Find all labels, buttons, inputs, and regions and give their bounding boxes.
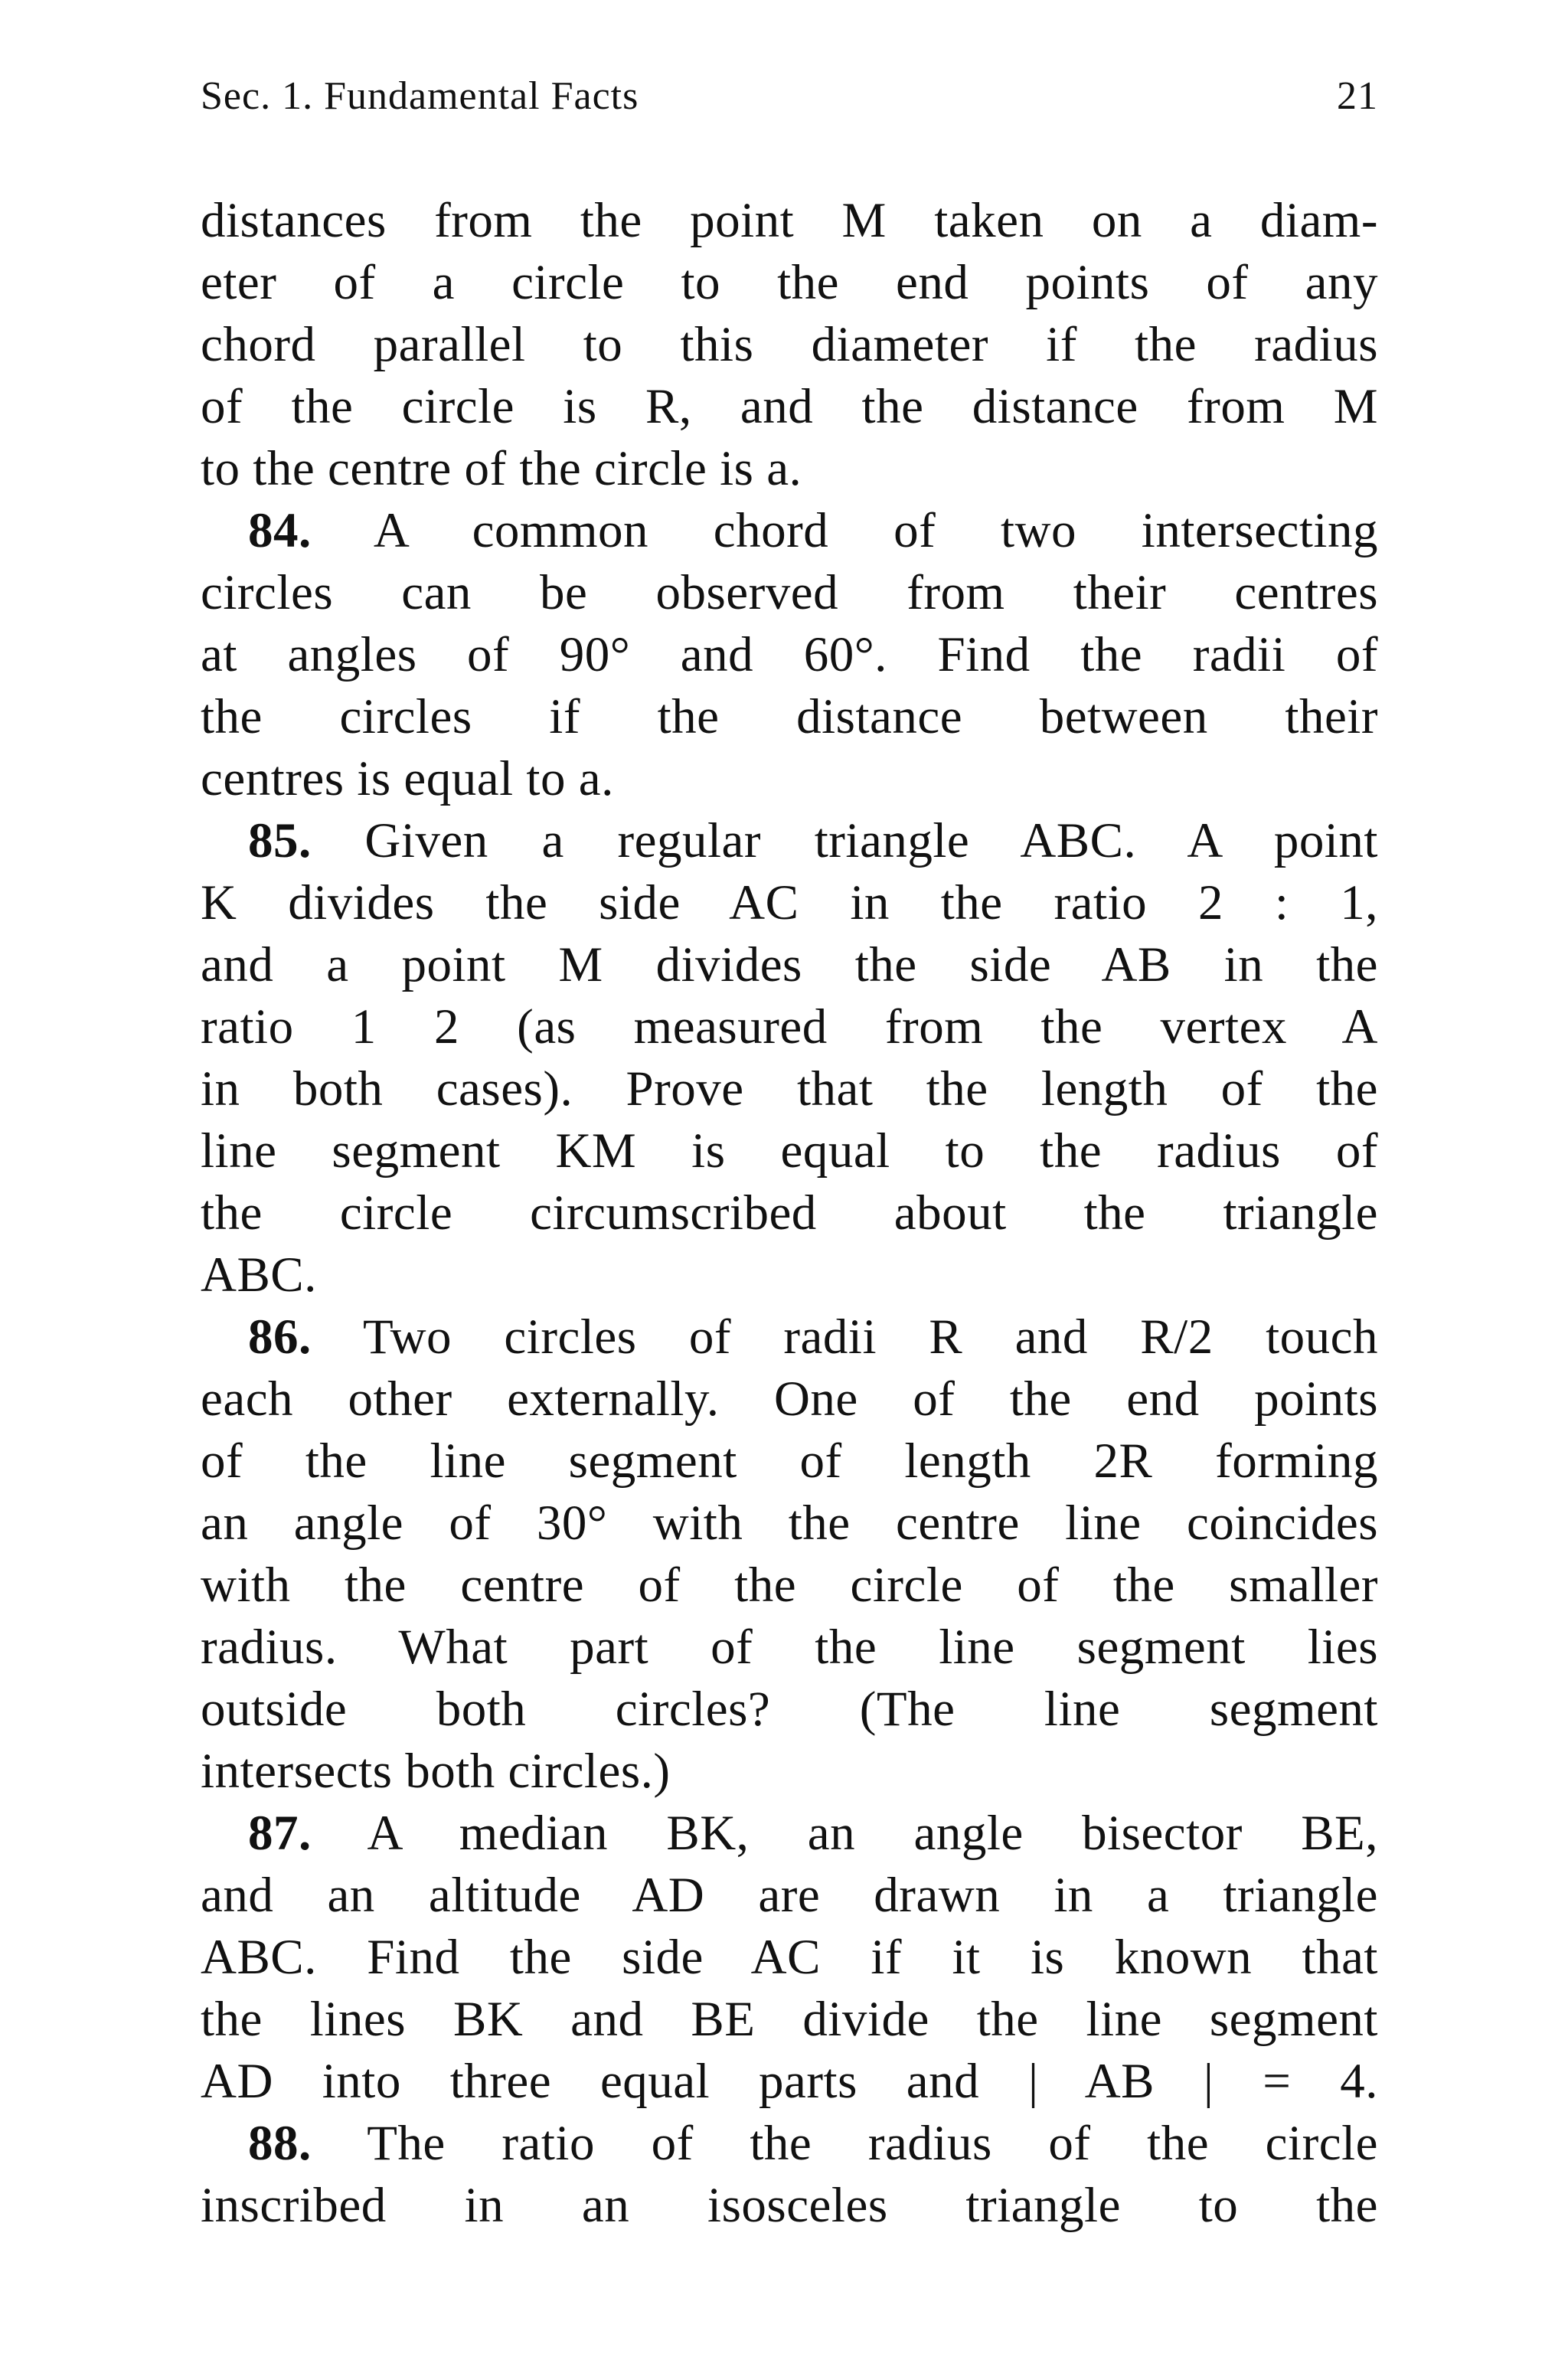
problem-84-first-line [201, 500, 1378, 562]
problem-85-first-line [201, 810, 1378, 872]
text-line: eter of a circle to the end points of any [201, 255, 1378, 310]
text-fragment: Two circles of radii R and R/2 touch [311, 1309, 1378, 1365]
text-line: inscribed in an isosceles triangle to the [201, 2178, 1378, 2233]
text-line: the circles if the distance between their [201, 689, 1378, 744]
text-line: AD into three equal parts and | AB | = 4. [201, 2054, 1378, 2109]
text-fragment: A median BK, an angle bisector BE, [311, 1806, 1378, 1861]
text-line: intersects both circles.) [201, 1744, 671, 1799]
text-line: with the centre of the circle of the smaller [201, 1558, 1378, 1613]
text-line: outside both circles? (The line segment [201, 1682, 1378, 1737]
text-line: and an altitude AD are drawn in a triangle [201, 1868, 1378, 1923]
text-line: to the centre of the circle is a. [201, 441, 802, 496]
text-line: circles can be observed from their centres [201, 565, 1378, 620]
text-line: an angle of 30° with the centre line coincides [201, 1496, 1378, 1551]
text-line: ABC. [201, 1247, 317, 1303]
text-line: distances from the point M taken on a diam- [201, 193, 1378, 248]
text-line: line segment KM is equal to the radius of [201, 1123, 1378, 1179]
problem-87-first-line [201, 1803, 1378, 1865]
page-number: 21 [1337, 74, 1378, 118]
text-line: chord parallel to this diameter if the radius [201, 317, 1378, 372]
problem-88-first-line [201, 2113, 1378, 2175]
text-fragment: A common chord of two intersecting [311, 503, 1378, 558]
text-line: K divides the side AC in the ratio 2 : 1, [201, 875, 1378, 930]
problem-86-first-line [201, 1306, 1378, 1368]
problem-number: 87. [248, 1806, 312, 1861]
text-line: of the line segment of length 2R forming [201, 1434, 1378, 1489]
text-line: centres is equal to a. [201, 751, 614, 806]
section-title: Sec. 1. Fundamental Facts [201, 74, 639, 118]
text-line: the circle circumscribed about the triangle [201, 1185, 1378, 1241]
text-line: and a point M divides the side AB in the [201, 937, 1378, 992]
page-body [201, 190, 1378, 2237]
text-line: radius. What part of the line segment lies [201, 1620, 1378, 1675]
text-line: in both cases). Prove that the length of the [201, 1061, 1378, 1116]
problem-number: 86. [248, 1309, 312, 1365]
text-line: the lines BK and BE divide the line segment [201, 1992, 1378, 2047]
text-line: ratio 1 2 (as measured from the vertex A [201, 999, 1378, 1054]
text-fragment: The ratio of the radius of the circle [311, 2116, 1378, 2171]
problem-number: 84. [248, 503, 312, 558]
problem-number: 88. [248, 2116, 312, 2171]
text-line: of the circle is R, and the distance from M [201, 379, 1378, 434]
running-header [201, 74, 1378, 119]
problem-number: 85. [248, 813, 312, 868]
text-line: each other externally. One of the end points [201, 1371, 1378, 1427]
text-line: at angles of 90° and 60°. Find the radii of [201, 627, 1378, 682]
text-fragment: Given a regular triangle ABC. A point [311, 813, 1378, 868]
text-line: ABC. Find the side AC if it is known that [201, 1930, 1378, 1985]
